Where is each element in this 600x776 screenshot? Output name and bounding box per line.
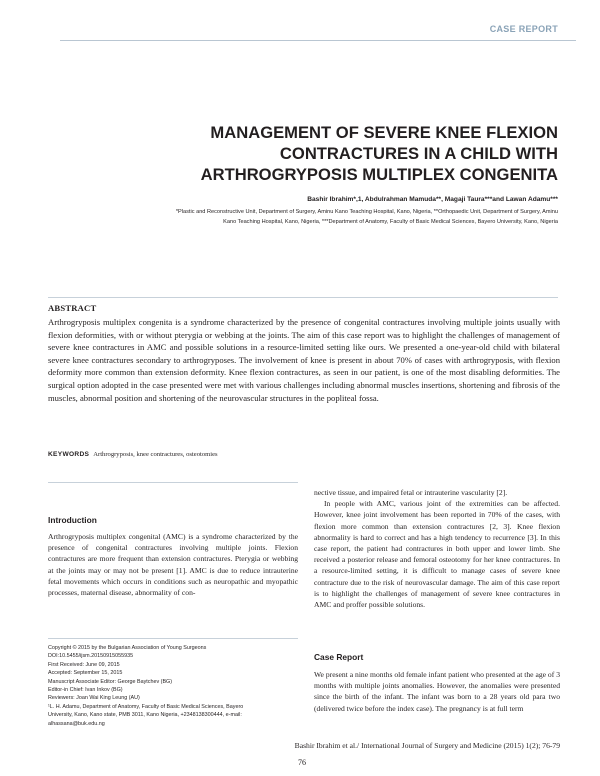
right-column-text (314, 487, 560, 610)
case-report-heading: Case Report (314, 652, 364, 662)
info-line: First Received: June 09, 2015 (48, 661, 120, 668)
affiliations (18, 207, 558, 227)
affiliation-line: *Plastic and Reconstructive Unit, Department of Surgery, Aminu Kano Teaching Hospital, Kano, Nigeria, **Orthopaedic Unit, Department of Surgery, Aminu (175, 209, 558, 215)
info-line: ¹L. H. Adamu, Department of Anatomy, Faculty of Basic Medical Sciences, Bayero (48, 703, 244, 710)
info-line: Editor-in Chief: Ivan Inkov (BG) (48, 687, 123, 694)
affiliation-line: Kano Teaching Hospital, Kano, Nigeria, ***Department of Anatomy, Faculty of Basic Medical Sciences, Bayero University, Kano, Nigeria (223, 219, 558, 225)
page-number: 76 (298, 758, 306, 767)
keywords-list: Arthrogryposis, knee contractures, osteotomies (93, 451, 218, 458)
info-line: Accepted: September 15, 2015 (48, 670, 123, 677)
paragraph: nective tissue, and impaired fetal or intrauterine vascularity [2]. (314, 488, 508, 497)
title-line: MANAGEMENT OF SEVERE KNEE FLEXION (210, 123, 558, 142)
title-line: ARTHROGRYPOSIS MULTIPLEX CONGENITA (200, 165, 558, 184)
section-label: CASE REPORT (489, 24, 558, 34)
infobox-rule (48, 638, 298, 639)
info-line: Manuscript Associate Editor: George Baytchev (BG) (48, 678, 173, 685)
introduction-text (48, 531, 298, 598)
paragraph: We present a nine months old female infant patient who presented at the age of 3 months with multiple joints anomalies. However, the anomalies were presented since the birth of the infant. The infant was born to a 28 years old para two (delivered twice before the index case). The pregnancy is at full term (314, 670, 560, 713)
article-info-box (48, 644, 298, 728)
keywords (48, 451, 218, 458)
case-report-text (314, 669, 560, 714)
info-line: Copyright © 2015 by the Bulgarian Association of Young Surgeons (48, 645, 207, 651)
author-list: Bashir Ibrahim*,1, Abdulrahman Mamuda**, Magaji Taura***and Lawan Adamu*** (307, 196, 558, 203)
keywords-label: KEYWORDS (48, 451, 90, 458)
info-line: University, Kano, Kano state, PMB 3011, Kano Nigeria, +2348138300444, e-mail: (48, 712, 242, 719)
introduction-heading: Introduction (48, 515, 97, 525)
abstract-bottom-rule (48, 482, 298, 483)
header-rule (60, 40, 576, 41)
article-title (88, 122, 558, 185)
info-line: Reviewers: Joan Wai King Leung (AU) (48, 695, 140, 702)
abstract-text: Arthrogryposis multiplex congenita is a syndrome characterized by the presence of congenital contractures involving multiple joints usually with flexion deformities, with or without pterygia or webbing at the joints. The aim of this case report was to highlight the challenges of management of severe knee contractures in AMC and possible solutions in a resource-limited setting like ours. We presented a one-year-old child with bilateral severe knee contractures secondary to arthrogryposes. The involvement of knee is present in about 70% of cases with arthrogryposis, with flexion deformity more common than extension deformity. Knee flexion contractures, as seen in our patient, is one of the most disabling deformities. The surgical option adopted in the case presented were met with various challenges including abnormal muscles insertions, shortening and fibrosis of the muscles, abnormal position and shortening of the neurovascular structures in the popliteal fossa. (48, 317, 560, 403)
footer-citation: Bashir Ibrahim et al./ International Journal of Surgery and Medicine (2015) 1(2); 76-79 (294, 741, 560, 750)
title-line: CONTRACTURES IN A CHILD WITH (279, 144, 558, 163)
abstract-top-rule (48, 297, 558, 298)
introduction-paragraph: Arthrogryposis multiplex congenital (AMC) is a syndrome characterized by the presence of congenital contractures involving multiple joints. Flexion contractures are more frequent than extension contractures. Pterygia or webbing at the joints may or may not be present [1]. AMC is due to reduce intrauterine fetal movements which occurs in conditions such as neuropathic and myopathic processes, maternal disease, abnormality of con- (48, 532, 298, 598)
paragraph: In people with AMC, various joint of the extremities can be affected. However, knee joint involvement has been reported in 70% of the cases, with flexion more common than extension contractures [2, 3]. Knee flexion abnormality is hard to correct and has a high tendency to recurrence [3]. In this case report, the patient had contractures in both upper and lower limb. She received a posterior release and femoral osteotomy for her knee contractures. In a resource-limited setting, it is difficult to manage cases of severe knee contracture due to the risk of neurovascular damage. The aim of this case report is to highlight the challenges of management of severe knee contractures in AMC and proffer possible solutions. (314, 499, 560, 610)
abstract-heading: ABSTRACT (48, 303, 97, 313)
info-line: alhassana@buk.edu.ng (48, 720, 105, 727)
info-line: DOI:10.5455/ijsm.20150915055935 (48, 653, 134, 660)
